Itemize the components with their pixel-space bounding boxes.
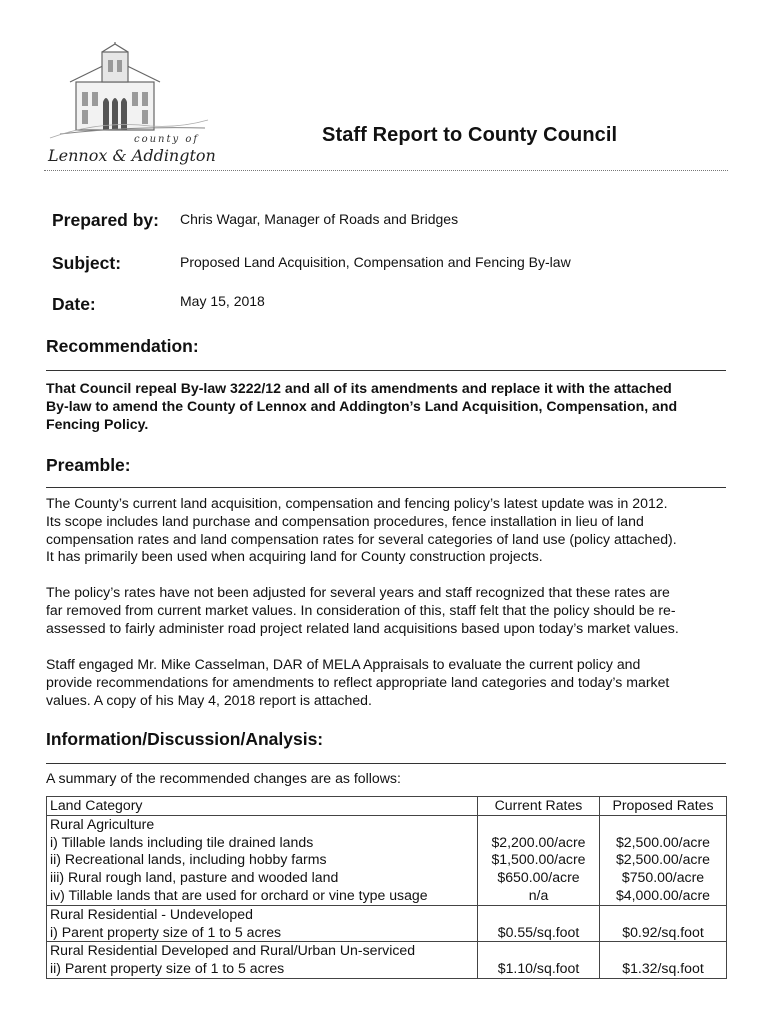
report-title: Staff Report to County Council: [322, 124, 618, 146]
recommendation-text: [46, 380, 730, 433]
category-cell: [47, 815, 478, 905]
current-rate-cell: [478, 815, 600, 905]
table-header-row: [47, 797, 727, 816]
subject-label: Subject:: [52, 253, 122, 273]
header-divider: [44, 170, 728, 171]
category-line: i) Parent property size of 1 to 5 acres: [50, 923, 282, 940]
category-cell: [47, 942, 478, 979]
category-group-title: Rural Agriculture: [50, 815, 155, 832]
paragraph-line: It has primarily been used when acquiring land for County construction projects.: [46, 548, 543, 565]
category-line: i) Tillable lands including tile drained lands: [50, 833, 314, 850]
proposed-rate: $750.00/acre: [621, 869, 705, 886]
paragraph-line: The County’s current land acquisition, compensation and fencing policy’s latest update was in 2012.: [46, 495, 668, 511]
proposed-rate: $2,500.00/acre: [615, 833, 711, 850]
proposed-rate-cell: [600, 942, 727, 979]
preamble-paragraph-2: [46, 584, 730, 637]
table-row: [47, 905, 727, 942]
logo-county-of: county of: [134, 134, 200, 145]
date-label: Date:: [52, 294, 96, 314]
category-group-title: Rural Residential - Undeveloped: [50, 905, 253, 922]
recommendation-heading: Recommendation:: [46, 336, 199, 356]
preamble-paragraph-3: [46, 656, 730, 709]
current-rate: $0.55/sq.foot: [497, 923, 580, 940]
paragraph-line: values. A copy of his May 4, 2018 report is attached.: [46, 691, 372, 708]
category-line: iv) Tillable lands that are used for orchard or vine type usage: [50, 886, 428, 903]
prepared-by-label: Prepared by:: [52, 210, 159, 230]
current-rate: $1,500.00/acre: [491, 851, 586, 868]
paragraph-line: provide recommendations for amendments to reflect appropriate land categories and today’s market: [46, 673, 670, 690]
rates-table: [46, 796, 727, 979]
date-value: May 15, 2018: [180, 293, 265, 309]
current-rate-cell: [478, 942, 600, 979]
proposed-rate: $1.32/sq.foot: [622, 960, 704, 977]
preamble-paragraph-1: [46, 495, 730, 566]
paragraph-line: compensation rates and land compensation rates for several categories of land use (policy attached).: [46, 530, 677, 547]
category-group-title: Rural Residential Developed and Rural/Urban Un-serviced: [50, 942, 416, 959]
category-line: iii) Rural rough land, pasture and wooded land: [50, 869, 339, 886]
paragraph-line: far removed from current market values. In consideration of this, staff felt that the policy should be re-: [46, 601, 676, 618]
proposed-rate: $0.92/sq.foot: [622, 923, 704, 940]
recommendation-line: Fencing Policy.: [46, 415, 149, 432]
category-line: ii) Recreational lands, including hobby farms: [50, 851, 327, 868]
current-rate-cell: [478, 905, 600, 942]
paragraph-line: assessed to fairly administer road project related land acquisitions based upon today’s market values.: [46, 619, 679, 636]
paragraph-line: Staff engaged Mr. Mike Casselman, DAR of MELA Appraisals to evaluate the current policy and: [46, 656, 641, 672]
header-current-rates: Current Rates: [478, 797, 600, 816]
proposed-rate-cell: [600, 815, 727, 905]
current-rate: $1.10/sq.foot: [497, 960, 580, 977]
logo-county-name: Lennox & Addington: [48, 146, 216, 165]
proposed-rate: $4,000.00/acre: [615, 886, 711, 903]
category-line: ii) Parent property size of 1 to 5 acres: [50, 960, 285, 977]
header-land-category: Land Category: [47, 797, 478, 816]
analysis-intro: A summary of the recommended changes are as follows:: [46, 770, 401, 786]
recommendation-rule: [46, 370, 726, 371]
county-logo: [40, 42, 215, 172]
paragraph-line: The policy’s rates have not been adjusted for several years and staff recognized that these rates are: [46, 584, 670, 600]
recommendation-line: That Council repeal By-law 3222/12 and all of its amendments and replace it with the attached: [46, 380, 672, 396]
preamble-heading: Preamble:: [46, 455, 131, 475]
prepared-by-value: Chris Wagar, Manager of Roads and Bridges: [180, 211, 459, 227]
paragraph-line: Its scope includes land purchase and compensation procedures, fence installation in lieu of land: [46, 512, 644, 529]
analysis-rule: [46, 763, 726, 764]
recommendation-line: By-law to amend the County of Lennox and Addington’s Land Acquisition, Compensation, and: [46, 397, 678, 414]
current-rate: n/a: [528, 886, 549, 903]
subject-value: Proposed Land Acquisition, Compensation and Fencing By-law: [180, 254, 571, 270]
table-row: [47, 942, 727, 979]
category-cell: [47, 905, 478, 942]
preamble-rule: [46, 487, 726, 488]
proposed-rate: $2,500.00/acre: [615, 851, 711, 868]
current-rate: $2,200.00/acre: [491, 833, 586, 850]
proposed-rate-cell: [600, 905, 727, 942]
table-row: [47, 815, 727, 905]
analysis-heading: Information/Discussion/Analysis:: [46, 729, 324, 749]
header-proposed-rates: Proposed Rates: [600, 797, 727, 816]
current-rate: $650.00/acre: [497, 869, 580, 886]
